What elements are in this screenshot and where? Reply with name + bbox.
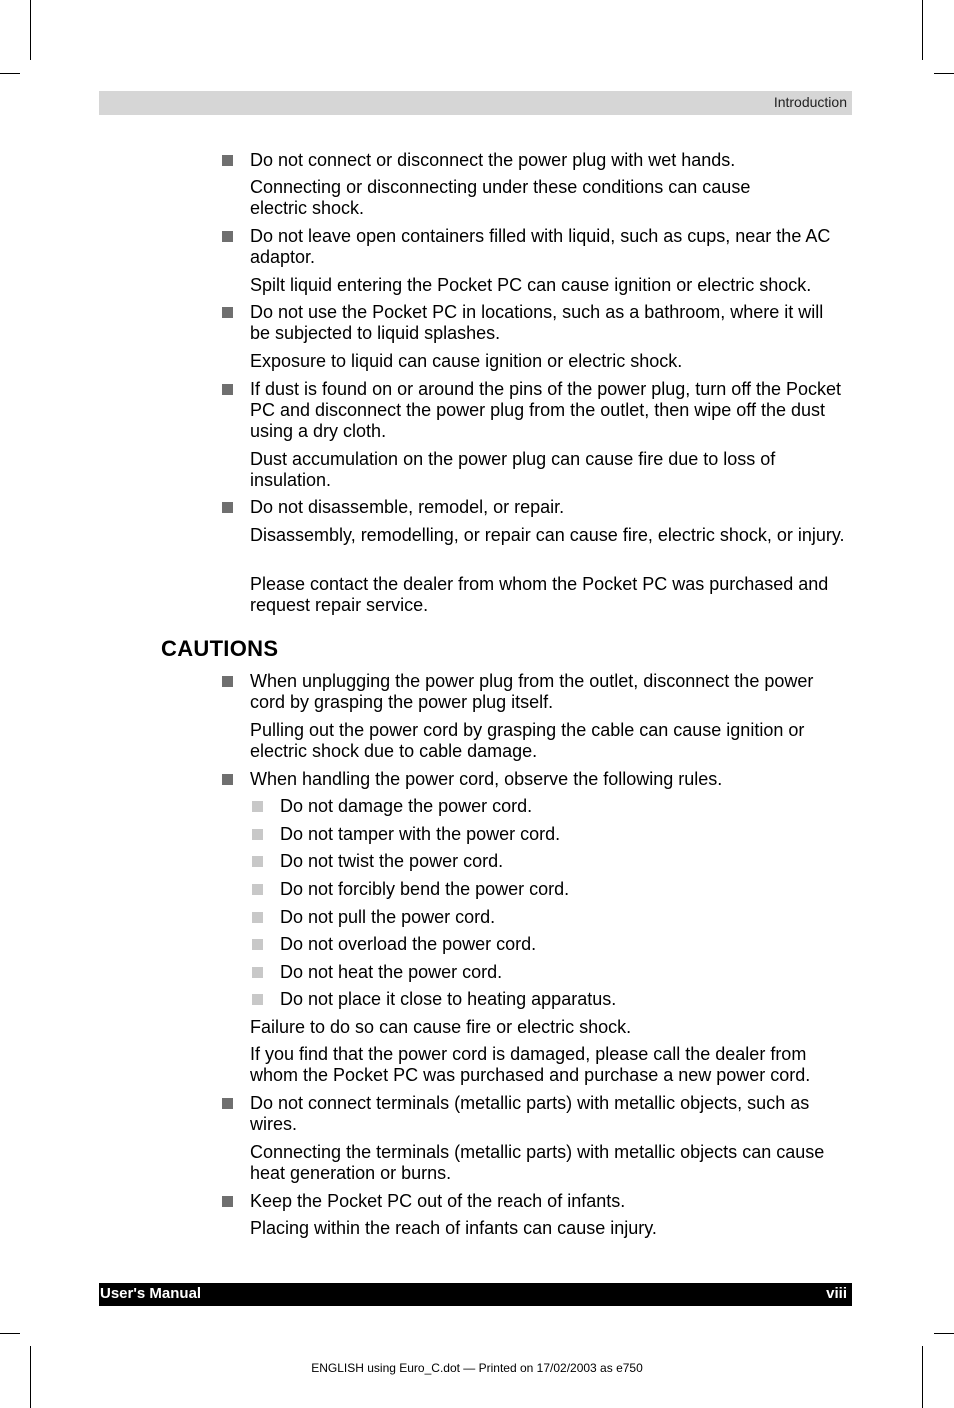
list-item: When handling the power cord, observe the following rules.	[250, 769, 723, 789]
sub-bullet-icon	[252, 967, 263, 978]
sub-list-item: Do not damage the power cord.	[280, 796, 533, 816]
list-note: Failure to do so can cause fire or electric shock.	[250, 1017, 632, 1037]
bullet-icon	[222, 384, 233, 395]
bullet-icon	[222, 774, 233, 785]
manual-title: User's Manual	[100, 1285, 202, 1302]
sub-bullet-icon	[252, 912, 263, 923]
bullet-icon	[222, 231, 233, 242]
bullet-icon	[222, 307, 233, 318]
list-note: Dust accumulation on the power plug can cause fire due to loss of insulation.	[250, 449, 776, 490]
bullet-icon	[222, 502, 233, 513]
sub-list-item: Do not twist the power cord.	[280, 851, 504, 871]
sub-list-item: Do not heat the power cord.	[280, 962, 503, 982]
section-heading: CAUTIONS	[161, 636, 279, 661]
list-item: When unplugging the power plug from the outlet, disconnect the power cord by grasping the power plug itself.	[250, 671, 814, 712]
sub-bullet-icon	[252, 829, 263, 840]
list-note: Connecting the terminals (metallic parts) with metallic objects can cause heat generation or burns.	[250, 1142, 825, 1183]
sub-list-item: Do not forcibly bend the power cord.	[280, 879, 570, 899]
list-item: Do not use the Pocket PC in locations, such as a bathroom, where it will be subjected to liquid splashes.	[250, 302, 824, 343]
list-item: Keep the Pocket PC out of the reach of infants.	[250, 1191, 626, 1211]
crop-mark	[922, 0, 923, 60]
crop-mark	[922, 1346, 923, 1408]
list-item: Do not connect or disconnect the power plug with wet hands.	[250, 150, 736, 170]
list-item: Do not disassemble, remodel, or repair.	[250, 497, 565, 517]
list-note: Spilt liquid entering the Pocket PC can cause ignition or electric shock.	[250, 275, 812, 295]
sub-list-item: Do not tamper with the power cord.	[280, 824, 561, 844]
bullet-icon	[222, 676, 233, 687]
sub-list-item: Do not place it close to heating apparatus.	[280, 989, 617, 1009]
list-note: Disassembly, remodelling, or repair can cause fire, electric shock, or injury.	[250, 525, 845, 545]
sub-bullet-icon	[252, 856, 263, 867]
list-note: Pulling out the power cord by grasping the cable can cause ignition or electric shock due to cable damage.	[250, 720, 805, 761]
sub-bullet-icon	[252, 884, 263, 895]
print-info: ENGLISH using Euro_C.dot — Printed on 17/02/2003 as e750	[311, 1361, 643, 1375]
bullet-icon	[222, 155, 233, 166]
crop-mark	[934, 1333, 954, 1334]
list-note: Please contact the dealer from whom the Pocket PC was purchased and request repair service.	[250, 574, 829, 615]
crop-mark	[0, 1333, 20, 1334]
list-note: Connecting or disconnecting under these conditions can cause electric shock.	[250, 177, 751, 218]
section-name: Introduction	[773, 94, 847, 110]
page-number: viii	[826, 1285, 847, 1302]
crop-mark	[30, 0, 31, 60]
sub-bullet-icon	[252, 994, 263, 1005]
sub-list-item: Do not pull the power cord.	[280, 907, 496, 927]
list-item: Do not leave open containers filled with liquid, such as cups, near the AC adaptor.	[250, 226, 831, 267]
bullet-icon	[222, 1196, 233, 1207]
list-item: If dust is found on or around the pins of the power plug, turn off the Pocket PC and disconnect the power plug from the outlet, then wipe off the dust using a dry cloth.	[250, 379, 842, 441]
crop-mark	[30, 1346, 31, 1408]
list-item: Do not connect terminals (metallic parts) with metallic objects, such as wires.	[250, 1093, 810, 1134]
list-note: Placing within the reach of infants can cause injury.	[250, 1218, 657, 1238]
crop-mark	[0, 73, 20, 74]
running-footer	[99, 1283, 852, 1306]
bullet-icon	[222, 1098, 233, 1109]
sub-bullet-icon	[252, 939, 263, 950]
sub-list-item: Do not overload the power cord.	[280, 934, 537, 954]
sub-bullet-icon	[252, 801, 263, 812]
running-header	[99, 91, 852, 115]
list-note: Exposure to liquid can cause ignition or electric shock.	[250, 351, 683, 371]
list-note: If you find that the power cord is damaged, please call the dealer from whom the Pocket PC was purchased and purchase a new power cord.	[250, 1044, 811, 1085]
crop-mark	[934, 73, 954, 74]
